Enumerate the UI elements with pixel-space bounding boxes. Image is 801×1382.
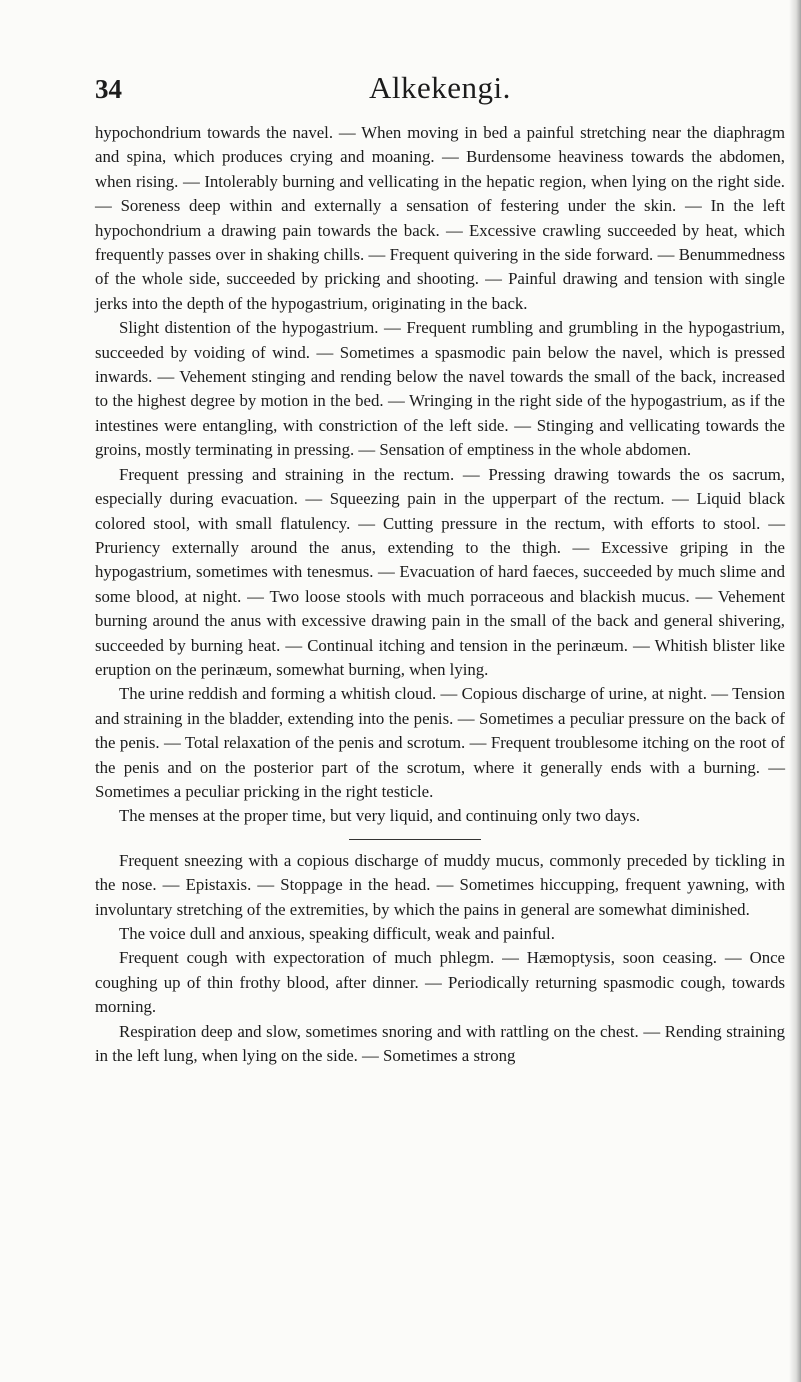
paragraph-hypochondrium: hypochondrium towards the navel. — When moving in bed a painful stretching near the diaphragm and spina, which produces crying and moaning. — Burdensome heaviness towards the abdomen, when rising. — Intolerably burning and vellicating in the hepatic region, when lying on the right side. — Soreness deep within and externally a sensation of festering under the skin. — In the left hypochondrium a drawing pain towards the back. — Excessive crawling succeeded by heat, which frequently passes over in shaking chills. — Frequent quivering in the side forward. — Benummedness of the whole side, succeeded by pricking and shooting. — Painful drawing and tension with single jerks into the depth of the hypogastrium, originating in the back. bbox=[95, 123, 785, 313]
page-number: 34 bbox=[95, 74, 122, 104]
page-header bbox=[95, 70, 785, 110]
running-title: Alkekengi. bbox=[369, 70, 511, 105]
paragraph-urine: The urine reddish and forming a whitish cloud. — Copious discharge of urine, at night. — Tension and straining in the bladder, extending into the penis. — Sometimes a peculiar pressure on the back of the penis. — Total relaxation of the penis and scrotum. — Frequent troublesome itching on the root of the penis and on the posterior part of the scrotum, where it generally ends with a burning. — Sometimes a peculiar pricking in the right testicle. bbox=[95, 684, 785, 801]
section-divider bbox=[349, 839, 481, 840]
paragraph-rectum: Frequent pressing and straining in the rectum. — Pressing drawing towards the os sacrum, especially during evacuation. — Squeezing pain in the upperpart of the rectum. — Liquid black colored stool, with small flatulency. — Cutting pressure in the rectum, with efforts to stool. — Pruriency externally around the anus, extending to the thigh. — Excessive griping in the hypogastrium, sometimes with tenesmus. — Evacuation of hard faeces, succeeded by much slime and some blood, at night. — Two loose stools with much porraceous and blackish mucus. — Vehement burning around the anus with excessive drawing pain in the small of the back and general shivering, succeeded by burning heat. — Continual itching and tension in the perinæum. — Whitish blister like eruption on the perinæum, somewhat burning, when lying. bbox=[95, 464, 785, 679]
paragraph-sneezing: Frequent sneezing with a copious discharge of muddy mucus, commonly preceded by tickling in the nose. — Epistaxis. — Stoppage in the head. — Sometimes hiccupping, frequent yawning, with involuntary stretching of the extremities, by which the pains in general are somewhat diminished. bbox=[95, 850, 785, 919]
page-edge-shadow bbox=[789, 0, 801, 1382]
paragraph-voice: The voice dull and anxious, speaking difficult, weak and painful. bbox=[119, 924, 555, 943]
body-text bbox=[95, 121, 785, 1068]
paragraph-menses: The menses at the proper time, but very liquid, and continuing only two days. bbox=[119, 806, 641, 826]
paragraph-hypogastrium: Slight distention of the hypogastrium. — Frequent rumbling and grumbling in the hypogastrium, succeeded by voiding of wind. — Sometimes a spasmodic pain below the navel, which is pressed inwards. — Vehement stinging and rending below the navel towards the small of the back, increased to the highest degree by motion in the bed. — Wringing in the right side of the hypogastrium, as if the intestines were entangling, with constriction of the left side. — Stinging and vellicating towards the groins, mostly terminating in pressing. — Sensation of emptiness in the whole abdomen. bbox=[95, 318, 785, 460]
paragraph-respiration: Respiration deep and slow, sometimes snoring and with rattling on the chest. — Rending straining in the left lung, when lying on the side. — Sometimes a strong bbox=[95, 1021, 785, 1066]
paragraph-cough: Frequent cough with expectoration of much phlegm. — Hæmoptysis, soon ceasing. — Once coughing up of thin frothy blood, after dinner. — Periodically returning spasmodic cough, towards morning. bbox=[95, 948, 785, 1017]
